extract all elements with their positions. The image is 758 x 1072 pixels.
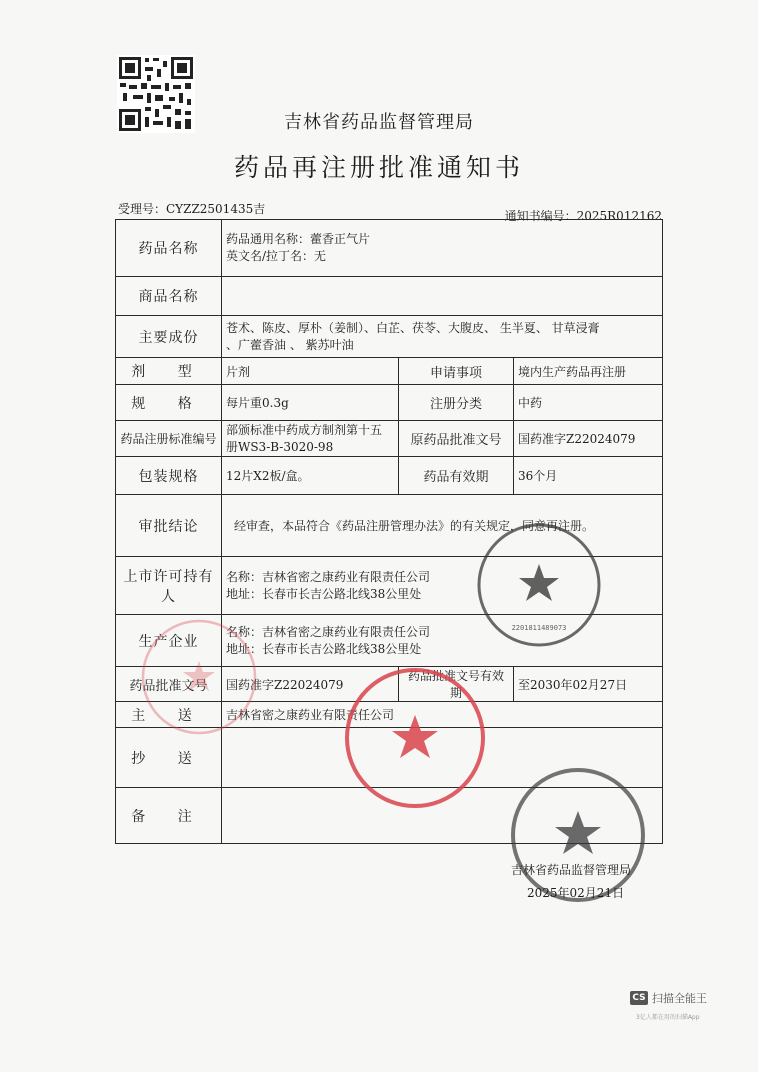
conclusion-label: 审批结论 [116,495,222,557]
conclusion-value: 经审查，本品符合《药品注册管理办法》的有关规定，同意再注册。 [222,495,663,557]
application-item-value: 境内生产药品再注册 [514,358,663,385]
approval-no-value: 国药准字Z22024079 [222,667,399,702]
document-title: 药品再注册批准通知书 [233,153,524,182]
ingredients-cell [222,316,663,358]
signature-date: 2025年02月21日 [527,886,625,900]
ingredients-label: 主要成份 [116,316,222,358]
dosage-form-label: 剂 型 [116,358,222,385]
ingredients-line-2: 、广藿香油 、 紫苏叶油 [226,337,354,352]
package-label: 包装规格 [116,457,222,495]
holder-label: 上市许可持有人 [116,557,222,615]
table-row [116,421,663,457]
holder-name: 名称：吉林省密之康药业有限责任公司 [226,569,431,584]
spec-label: 规 格 [116,385,222,421]
application-item-label: 申请事项 [399,358,514,385]
table-row [116,457,663,495]
scanner-app-name: 扫描全能王 [652,992,707,1005]
standard-label: 药品注册标准编号 [116,421,222,457]
orig-approval-value: 国药准字Z22024079 [514,421,663,457]
table-row [116,358,663,385]
drug-name-label: 药品名称 [116,220,222,277]
table-row [116,277,663,316]
english-name: 英文名/拉丁名：无 [226,249,327,263]
standard-line-1: 部颁标准中药成方制剂第十五 [226,422,383,437]
standard-line-2: 册WS3-B-3020-98 [226,439,334,454]
trade-name-value [222,277,663,316]
cs-logo-icon: CS [630,991,648,1005]
notice-number: 通知书编号：2025R012162 [504,209,662,223]
send-to-label: 主 送 [116,702,222,728]
cc-label: 抄 送 [116,728,222,788]
acceptance-number: 受理号：CYZZ2501435吉 [118,202,266,216]
validity-value: 36个月 [514,457,663,495]
faint-red-seal [137,615,262,740]
approval-no-label: 药品批准文号 [116,667,222,702]
orig-approval-label: 原药品批准文号 [399,421,514,457]
send-to-value: 吉林省密之康药业有限责任公司 [222,702,663,728]
reg-class-label: 注册分类 [399,385,514,421]
drug-name-cell [222,220,663,277]
package-value: 12片X2板/盒。 [222,457,399,495]
manufacturer-address: 地址：长春市长吉公路北线38公里处 [226,641,422,656]
validity-label: 药品有效期 [399,457,514,495]
approval-validity-label: 药品批准文号有效期 [399,667,514,702]
manufacturer-label: 生产企业 [116,615,222,667]
ingredients-line-1: 苍术、陈皮、厚朴（姜制）、白芷、茯苓、大腹皮、 生半夏、 甘草浸膏 [226,320,600,335]
issuing-agency: 吉林省药品监督管理局 [284,112,474,133]
red-company-seal [342,665,488,811]
standard-cell [222,421,399,457]
generic-name: 药品通用名称：藿香正气片 [226,232,371,246]
spec-value: 每片重0.3g [222,385,399,421]
trade-name-label: 商品名称 [116,277,222,316]
scanner-tagline: 3亿人都在用的扫描App [636,1014,700,1021]
manufacturer-name: 名称：吉林省密之康药业有限责任公司 [226,624,431,639]
table-row [116,220,663,277]
holder-address: 地址：长春市长吉公路北线38公里处 [226,586,422,601]
reg-class-value: 中药 [514,385,663,421]
scanner-watermark [630,990,707,1006]
signature-agency: 吉林省药品监督管理局 [511,863,632,877]
approval-validity-value: 至2030年02月27日 [514,667,663,702]
company-seal [474,520,604,650]
svg-text:2201811489073: 2201811489073 [511,624,567,632]
table-row [116,316,663,358]
remark-label: 备 注 [116,788,222,844]
dosage-form-value: 片剂 [222,358,399,385]
table-row [116,385,663,421]
